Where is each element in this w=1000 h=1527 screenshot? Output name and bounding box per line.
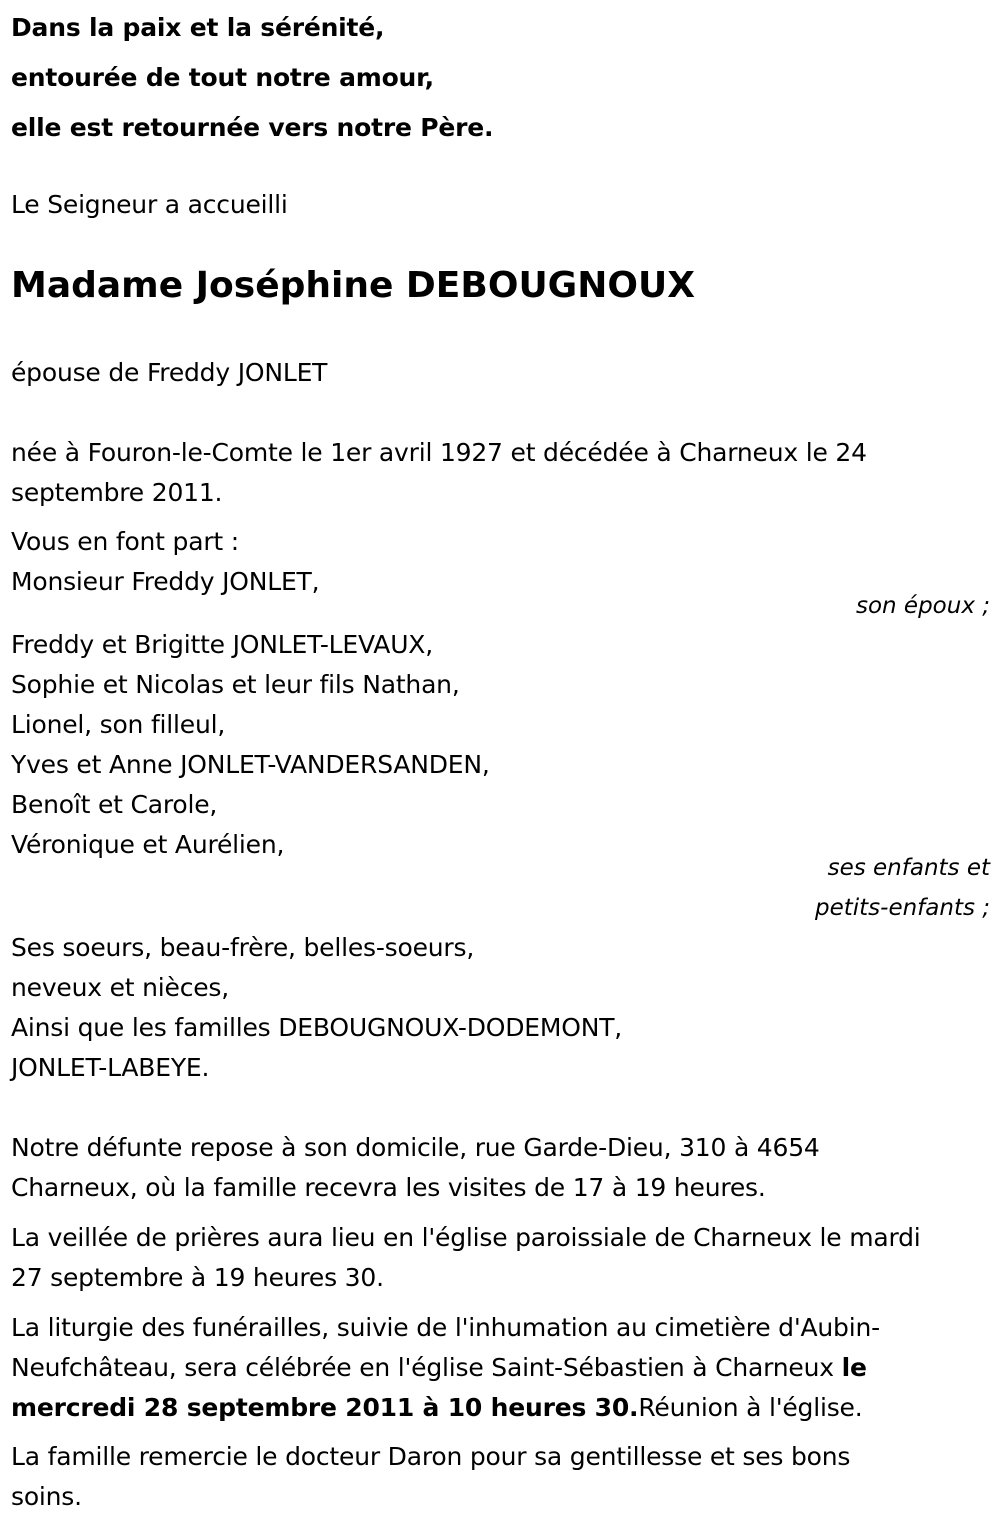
funeral-line-1: La liturgie des funérailles, suivie de l'inhumation au cimetière d'Aubin- [11, 1313, 880, 1342]
list-item: Ainsi que les familles DEBOUGNOUX-DODEMONT, [11, 1013, 623, 1042]
children-list [11, 625, 990, 865]
funeral-line-2 [11, 1348, 990, 1388]
spouse-text: épouse de Freddy JONLET [11, 358, 328, 387]
list-item: Yves et Anne JONLET-VANDERSANDEN, [11, 750, 490, 779]
welcome-line [11, 185, 990, 225]
birth-death-line-2: septembre 2011. [11, 478, 223, 507]
rest-line-1: Notre défunte repose à son domicile, rue Garde-Dieu, 310 à 4654 [11, 1133, 820, 1162]
announcement-heading-block [11, 522, 990, 602]
deceased-name [11, 264, 990, 308]
list-item: Sophie et Nicolas et leur fils Nathan, [11, 670, 460, 699]
vigil-paragraph [11, 1218, 990, 1298]
husband-name: Monsieur Freddy JONLET, [11, 567, 320, 596]
intro-verse [11, 3, 990, 153]
deceased-name-text: Madame Joséphine DEBOUGNOUX [11, 265, 695, 306]
intro-line-3: elle est retournée vers notre Père. [11, 113, 494, 142]
funeral-date-bold: mercredi 28 septembre 2011 à 10 heures 30. [11, 1393, 639, 1422]
birth-death-line-1: née à Fouron-le-Comte le 1er avril 1927 et décédée à Charneux le 24 [11, 438, 867, 467]
funeral-paragraph [11, 1308, 990, 1428]
list-item: neveux et nièces, [11, 973, 229, 1002]
vigil-line-1: La veillée de prières aura lieu en l'église paroissiale de Charneux le mardi [11, 1223, 921, 1252]
list-item: Benoît et Carole, [11, 790, 218, 819]
birth-death-paragraph [11, 433, 990, 513]
list-item: Freddy et Brigitte JONLET-LEVAUX, [11, 630, 433, 659]
relatives-list [11, 928, 990, 1088]
children-role [815, 848, 990, 928]
list-item: Ses soeurs, beau-frère, belles-soeurs, [11, 933, 475, 962]
funeral-line-2-text: Neufchâteau, sera célébrée en l'église Saint-Sébastien à Charneux [11, 1353, 842, 1382]
welcome-text: Le Seigneur a accueilli [11, 190, 288, 219]
thanks-line-1: La famille remercie le docteur Daron pour sa gentillesse et ses bons [11, 1442, 851, 1471]
funeral-date-bold-start: le [841, 1353, 867, 1382]
intro-line-2: entourée de tout notre amour, [11, 63, 434, 92]
funeral-line-3 [11, 1388, 990, 1428]
spouse-line [11, 353, 990, 393]
list-item: Lionel, son filleul, [11, 710, 226, 739]
thanks-line-2: soins. [11, 1482, 82, 1511]
thanks-paragraph [11, 1437, 990, 1517]
list-item: JONLET-LABEYE. [11, 1053, 210, 1082]
funeral-meeting-text: Réunion à l'église. [638, 1393, 863, 1422]
rest-line-2: Charneux, où la famille recevra les visites de 17 à 19 heures. [11, 1173, 766, 1202]
husband-role: son époux ; [855, 593, 990, 619]
children-role-line-2: petits-enfants ; [814, 895, 990, 921]
list-item: Véronique et Aurélien, [11, 830, 285, 859]
intro-line-1: Dans la paix et la sérénité, [11, 13, 385, 42]
vigil-line-2: 27 septembre à 19 heures 30. [11, 1263, 384, 1292]
rest-paragraph [11, 1128, 990, 1208]
announcement-heading: Vous en font part : [11, 527, 239, 556]
children-role-line-1: ses enfants et [827, 855, 990, 881]
